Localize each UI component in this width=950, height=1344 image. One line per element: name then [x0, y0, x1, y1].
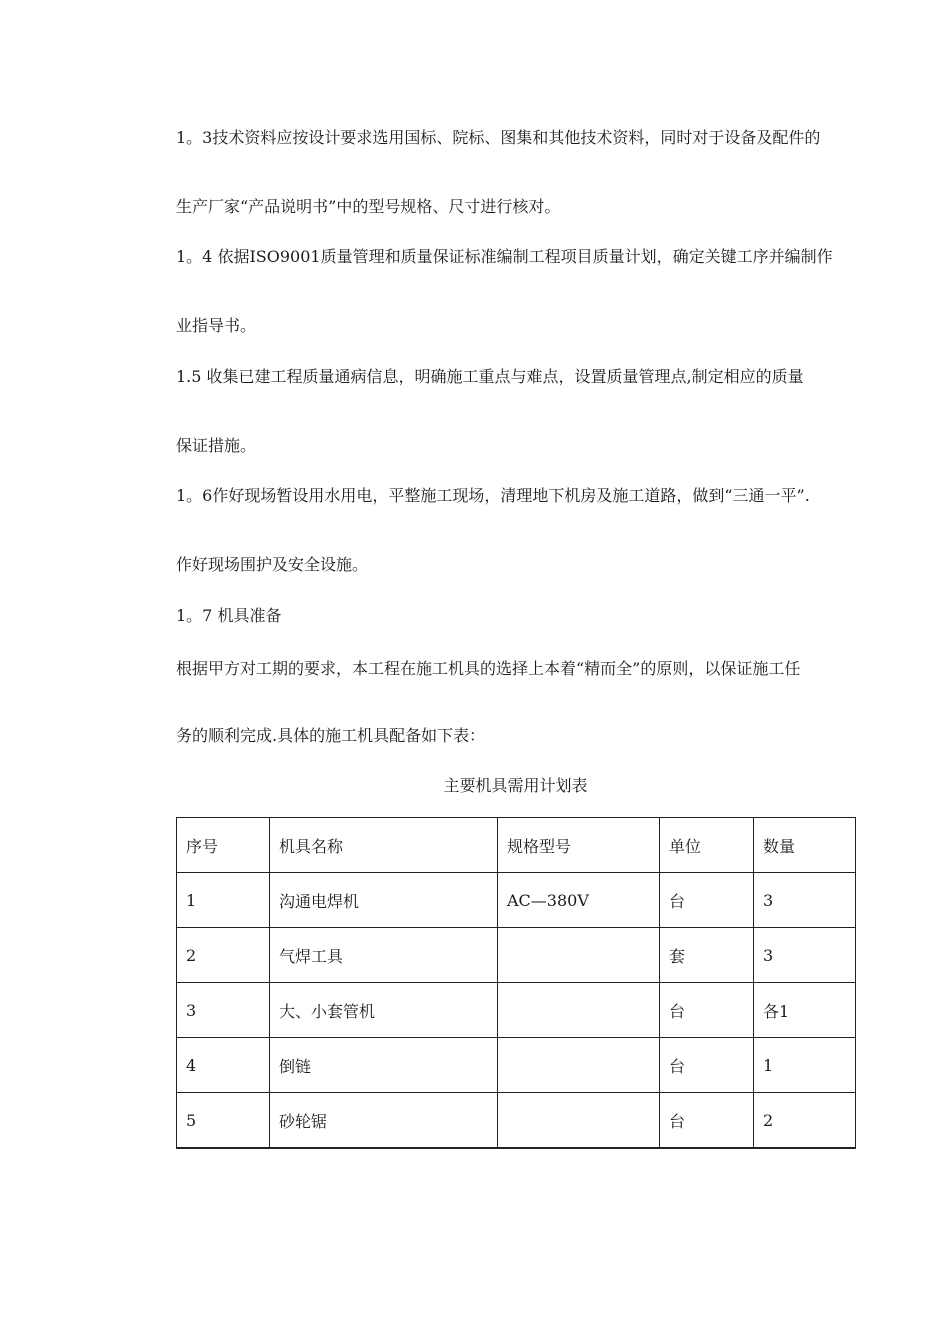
table-cell: 4 [177, 1038, 270, 1093]
table-cell: 沟通电焊机 [270, 873, 498, 928]
paragraph-1-6-line-2: 作好现场围护及安全设施。 [176, 555, 369, 574]
table-cell: 大、小套管机 [270, 983, 498, 1038]
table-cell: 3 [177, 983, 270, 1038]
table-cell: 台 [660, 1093, 754, 1149]
table-cell: 2 [177, 928, 270, 983]
header-cell-unit: 单位 [660, 818, 754, 873]
table-cell [498, 928, 660, 983]
paragraph-1-5-line-2: 保证措施。 [176, 436, 257, 455]
paragraph-1-4-line-2: 业指导书。 [176, 316, 257, 335]
table-cell [498, 983, 660, 1038]
table-cell: 气焊工具 [270, 928, 498, 983]
table-cell: 5 [177, 1093, 270, 1149]
table-header-row [177, 818, 856, 873]
section-heading-1-7: 1。7 机具准备 [176, 606, 282, 625]
table-cell: 倒链 [270, 1038, 498, 1093]
table-cell: 台 [660, 983, 754, 1038]
table-cell: AC—380V [498, 873, 660, 928]
table-row [177, 928, 856, 983]
header-cell-index: 序号 [177, 818, 270, 873]
header-cell-name: 机具名称 [270, 818, 498, 873]
table-row [177, 873, 856, 928]
paragraph-intro-line-1: 根据甲方对工期的要求，本工程在施工机具的选择上本着“精而全”的原则，以保证施工任 [176, 659, 801, 678]
paragraph-1-5-line-1: 1.5 收集已建工程质量通病信息，明确施工重点与难点，设置质量管理点,制定相应的质量 [176, 367, 804, 386]
paragraph-intro-line-2: 务的顺利完成.具体的施工机具配备如下表： [176, 726, 486, 745]
table-cell [498, 1093, 660, 1149]
paragraph-1-3-line-1: 1。3技术资料应按设计要求选用国标、院标、图集和其他技术资料，同时对于设备及配件的 [176, 128, 821, 147]
table-cell: 台 [660, 1038, 754, 1093]
header-cell-quantity: 数量 [754, 818, 856, 873]
paragraph-1-4-line-1: 1。4 依据ISO9001质量管理和质量保证标准编制工程项目质量计划，确定关键工序并编制作 [176, 247, 833, 266]
table-row [177, 1093, 856, 1149]
equipment-plan-table [176, 817, 856, 1149]
table-cell [498, 1038, 660, 1093]
table-cell: 砂轮锯 [270, 1093, 498, 1149]
paragraph-1-6-line-1: 1。6作好现场暂设用水用电，平整施工现场，清理地下机房及施工道路，做到“三通一平”. [176, 486, 810, 505]
table-cell: 台 [660, 873, 754, 928]
table-cell: 3 [754, 873, 856, 928]
header-cell-spec: 规格型号 [498, 818, 660, 873]
table-cell: 套 [660, 928, 754, 983]
table-caption: 主要机具需用计划表 [443, 776, 588, 795]
table-row [177, 983, 856, 1038]
table-cell: 3 [754, 928, 856, 983]
table-cell: 1 [177, 873, 270, 928]
table-cell: 各1 [754, 983, 856, 1038]
paragraph-1-3-line-2: 生产厂家“产品说明书”中的型号规格、尺寸进行核对。 [176, 197, 561, 216]
table-row [177, 1038, 856, 1093]
table-cell: 2 [754, 1093, 856, 1149]
table-cell: 1 [754, 1038, 856, 1093]
